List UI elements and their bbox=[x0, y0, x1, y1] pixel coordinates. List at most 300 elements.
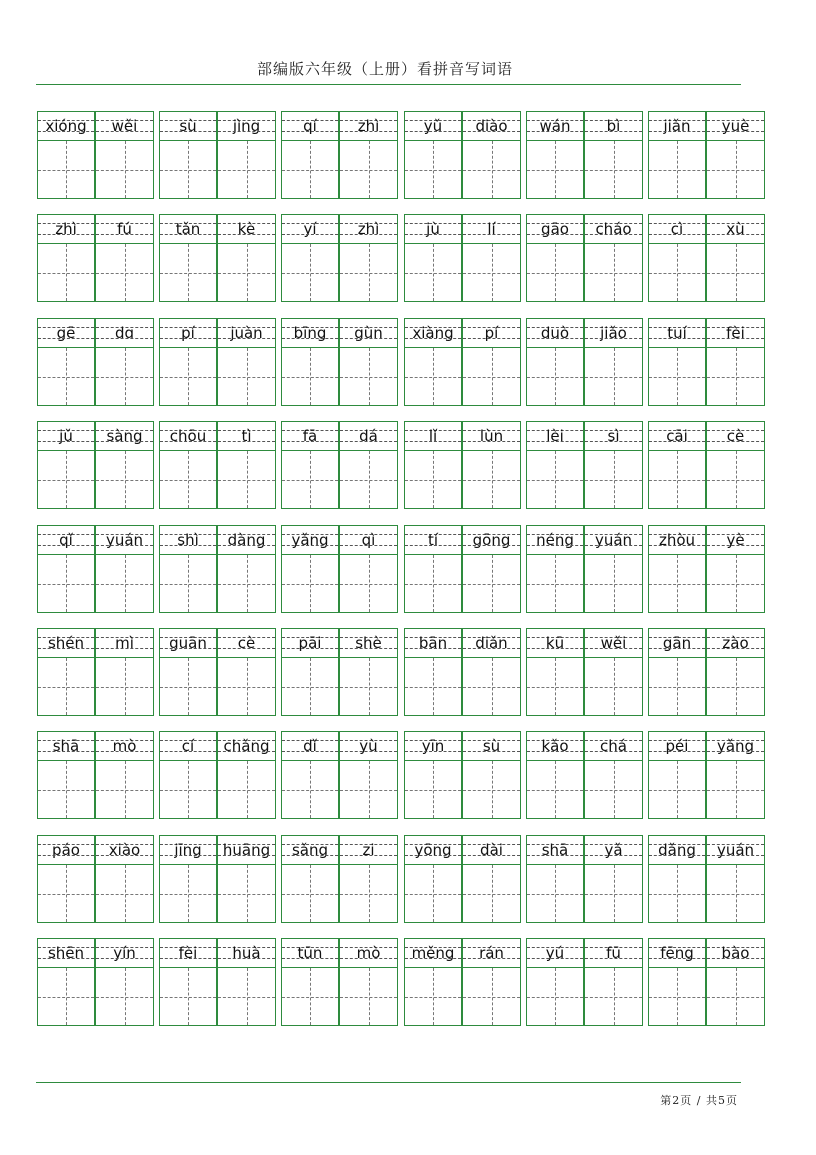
writing-square[interactable] bbox=[405, 658, 461, 715]
writing-square[interactable] bbox=[340, 865, 397, 922]
pinyin-label: dǎng bbox=[658, 841, 696, 859]
character-cell[interactable] bbox=[281, 628, 339, 716]
writing-square[interactable] bbox=[96, 348, 153, 405]
writing-square[interactable] bbox=[96, 968, 153, 1025]
character-cell[interactable] bbox=[281, 835, 339, 923]
character-cell[interactable] bbox=[281, 214, 339, 302]
character-cell[interactable] bbox=[584, 628, 643, 716]
writing-square[interactable] bbox=[96, 555, 153, 612]
character-cell[interactable] bbox=[37, 421, 95, 509]
pinyin-lines bbox=[38, 732, 94, 761]
writing-square[interactable] bbox=[218, 968, 275, 1025]
pinyin-label: yí bbox=[303, 220, 317, 238]
character-cell[interactable] bbox=[37, 111, 95, 199]
writing-square[interactable] bbox=[649, 865, 705, 922]
writing-square[interactable] bbox=[707, 968, 764, 1025]
character-cell[interactable] bbox=[462, 938, 521, 1026]
character-cell[interactable] bbox=[404, 628, 462, 716]
writing-square[interactable] bbox=[340, 244, 397, 301]
character-cell[interactable] bbox=[526, 111, 584, 199]
character-cell[interactable] bbox=[648, 731, 706, 819]
writing-square[interactable] bbox=[282, 555, 338, 612]
writing-square[interactable] bbox=[527, 865, 583, 922]
writing-square[interactable] bbox=[463, 555, 520, 612]
pinyin-lines bbox=[649, 112, 705, 141]
writing-square[interactable] bbox=[160, 244, 216, 301]
character-cell[interactable] bbox=[339, 421, 398, 509]
character-cell[interactable] bbox=[648, 628, 706, 716]
character-cell[interactable] bbox=[526, 421, 584, 509]
character-cell[interactable] bbox=[339, 628, 398, 716]
character-cell[interactable] bbox=[281, 731, 339, 819]
character-cell[interactable] bbox=[584, 731, 643, 819]
writing-square[interactable] bbox=[282, 141, 338, 198]
writing-square[interactable] bbox=[527, 451, 583, 508]
pinyin-label: yǔ bbox=[423, 117, 443, 135]
character-cell[interactable] bbox=[404, 525, 462, 613]
character-cell[interactable] bbox=[706, 318, 765, 406]
character-cell[interactable] bbox=[281, 525, 339, 613]
writing-square[interactable] bbox=[649, 244, 705, 301]
character-cell[interactable] bbox=[526, 214, 584, 302]
writing-square[interactable] bbox=[463, 761, 520, 818]
writing-square[interactable] bbox=[218, 451, 275, 508]
character-cell[interactable] bbox=[404, 214, 462, 302]
writing-square[interactable] bbox=[160, 141, 216, 198]
pinyin-label: diào bbox=[475, 117, 508, 135]
character-cell[interactable] bbox=[404, 835, 462, 923]
pinyin-label: lí bbox=[487, 220, 496, 238]
pinyin-label: cí bbox=[181, 737, 195, 755]
writing-square[interactable] bbox=[527, 348, 583, 405]
character-cell[interactable] bbox=[339, 731, 398, 819]
character-cell[interactable] bbox=[217, 628, 276, 716]
writing-square[interactable] bbox=[96, 761, 153, 818]
writing-square[interactable] bbox=[527, 761, 583, 818]
writing-square[interactable] bbox=[585, 244, 642, 301]
pinyin-lines bbox=[649, 319, 705, 348]
word-box bbox=[648, 835, 766, 924]
pinyin-lines bbox=[340, 112, 397, 141]
writing-square[interactable] bbox=[649, 348, 705, 405]
character-cell[interactable] bbox=[462, 318, 521, 406]
writing-square[interactable] bbox=[282, 761, 338, 818]
character-cell[interactable] bbox=[404, 318, 462, 406]
character-cell[interactable] bbox=[648, 421, 706, 509]
writing-square[interactable] bbox=[585, 968, 642, 1025]
character-cell[interactable] bbox=[404, 111, 462, 199]
character-cell[interactable] bbox=[95, 628, 154, 716]
pinyin-label: lèi bbox=[546, 427, 564, 445]
writing-square[interactable] bbox=[160, 348, 216, 405]
writing-square[interactable] bbox=[38, 968, 94, 1025]
character-cell[interactable] bbox=[584, 421, 643, 509]
character-cell[interactable] bbox=[648, 214, 706, 302]
writing-square[interactable] bbox=[282, 658, 338, 715]
character-cell[interactable] bbox=[217, 525, 276, 613]
pinyin-label: dǐ bbox=[303, 737, 317, 755]
character-cell[interactable] bbox=[339, 525, 398, 613]
pinyin-lines bbox=[96, 526, 153, 555]
character-cell[interactable] bbox=[37, 835, 95, 923]
writing-square[interactable] bbox=[527, 968, 583, 1025]
word-box bbox=[281, 731, 399, 820]
character-cell[interactable] bbox=[159, 835, 217, 923]
character-cell[interactable] bbox=[159, 111, 217, 199]
writing-square[interactable] bbox=[405, 761, 461, 818]
writing-square[interactable] bbox=[463, 865, 520, 922]
character-cell[interactable] bbox=[95, 938, 154, 1026]
character-cell[interactable] bbox=[462, 214, 521, 302]
character-cell[interactable] bbox=[37, 938, 95, 1026]
writing-square[interactable] bbox=[38, 865, 94, 922]
character-cell[interactable] bbox=[217, 421, 276, 509]
character-cell[interactable] bbox=[584, 835, 643, 923]
pinyin-lines bbox=[96, 732, 153, 761]
writing-square[interactable] bbox=[585, 865, 642, 922]
writing-square[interactable] bbox=[282, 968, 338, 1025]
character-cell[interactable] bbox=[217, 731, 276, 819]
writing-square[interactable] bbox=[405, 141, 461, 198]
pinyin-lines bbox=[160, 939, 216, 968]
writing-square[interactable] bbox=[527, 658, 583, 715]
character-cell[interactable] bbox=[584, 938, 643, 1026]
writing-square[interactable] bbox=[282, 451, 338, 508]
pinyin-lines bbox=[405, 836, 461, 865]
writing-square[interactable] bbox=[405, 865, 461, 922]
character-cell[interactable] bbox=[526, 731, 584, 819]
pinyin-label: néng bbox=[536, 531, 574, 549]
character-cell[interactable] bbox=[37, 628, 95, 716]
character-cell[interactable] bbox=[706, 628, 765, 716]
writing-square[interactable] bbox=[96, 244, 153, 301]
pinyin-lines bbox=[160, 112, 216, 141]
pinyin-lines bbox=[463, 732, 520, 761]
pinyin-label: huāng bbox=[222, 841, 271, 859]
writing-square[interactable] bbox=[218, 761, 275, 818]
pinyin-label: jiǎo bbox=[600, 324, 627, 342]
character-cell[interactable] bbox=[217, 111, 276, 199]
writing-square[interactable] bbox=[649, 141, 705, 198]
writing-square[interactable] bbox=[707, 348, 764, 405]
character-cell[interactable] bbox=[339, 835, 398, 923]
character-cell[interactable] bbox=[281, 938, 339, 1026]
pinyin-label: mò bbox=[112, 737, 137, 755]
character-cell[interactable] bbox=[159, 628, 217, 716]
character-cell[interactable] bbox=[706, 421, 765, 509]
word-box bbox=[648, 628, 766, 717]
character-cell[interactable] bbox=[217, 318, 276, 406]
pinyin-label: zhì bbox=[357, 220, 380, 238]
character-cell[interactable] bbox=[584, 214, 643, 302]
pinyin-label: qǐ bbox=[59, 531, 73, 549]
pinyin-label: duò bbox=[540, 324, 570, 342]
word-box bbox=[526, 731, 644, 820]
character-cell[interactable] bbox=[95, 214, 154, 302]
character-cell[interactable] bbox=[37, 525, 95, 613]
character-cell[interactable] bbox=[462, 111, 521, 199]
word-box bbox=[37, 318, 155, 407]
character-cell[interactable] bbox=[706, 214, 765, 302]
writing-square[interactable] bbox=[340, 451, 397, 508]
pinyin-lines bbox=[340, 319, 397, 348]
character-cell[interactable] bbox=[95, 318, 154, 406]
writing-square[interactable] bbox=[218, 141, 275, 198]
writing-square[interactable] bbox=[282, 348, 338, 405]
writing-square[interactable] bbox=[218, 348, 275, 405]
pinyin-label: mò bbox=[356, 944, 381, 962]
character-cell[interactable] bbox=[281, 421, 339, 509]
character-cell[interactable] bbox=[462, 525, 521, 613]
writing-square[interactable] bbox=[707, 865, 764, 922]
character-cell[interactable] bbox=[706, 525, 765, 613]
character-cell[interactable] bbox=[462, 835, 521, 923]
word-box bbox=[281, 938, 399, 1027]
writing-square[interactable] bbox=[585, 658, 642, 715]
pinyin-label: huà bbox=[232, 944, 261, 962]
character-cell[interactable] bbox=[648, 938, 706, 1026]
character-cell[interactable] bbox=[584, 111, 643, 199]
pinyin-label: jiǎn bbox=[663, 117, 691, 135]
writing-square[interactable] bbox=[463, 451, 520, 508]
writing-square[interactable] bbox=[340, 658, 397, 715]
word-box bbox=[404, 628, 522, 717]
word-box bbox=[404, 938, 522, 1027]
character-cell[interactable] bbox=[217, 214, 276, 302]
writing-square[interactable] bbox=[527, 141, 583, 198]
writing-square[interactable] bbox=[463, 244, 520, 301]
character-cell[interactable] bbox=[339, 318, 398, 406]
pinyin-label: yuán bbox=[716, 841, 755, 859]
character-cell[interactable] bbox=[37, 318, 95, 406]
character-cell[interactable] bbox=[584, 318, 643, 406]
writing-square[interactable] bbox=[649, 968, 705, 1025]
writing-square[interactable] bbox=[38, 555, 94, 612]
writing-square[interactable] bbox=[218, 555, 275, 612]
character-cell[interactable] bbox=[404, 938, 462, 1026]
writing-square[interactable] bbox=[38, 658, 94, 715]
pinyin-label: shì bbox=[177, 531, 199, 549]
character-cell[interactable] bbox=[706, 938, 765, 1026]
writing-square[interactable] bbox=[707, 244, 764, 301]
writing-square[interactable] bbox=[527, 244, 583, 301]
character-cell[interactable] bbox=[526, 628, 584, 716]
character-cell[interactable] bbox=[462, 421, 521, 509]
pinyin-lines bbox=[282, 215, 338, 244]
character-cell[interactable] bbox=[526, 938, 584, 1026]
writing-square[interactable] bbox=[405, 244, 461, 301]
pinyin-label: wěi bbox=[600, 634, 627, 652]
writing-square[interactable] bbox=[707, 658, 764, 715]
pinyin-lines bbox=[282, 836, 338, 865]
pinyin-label: yuè bbox=[721, 117, 750, 135]
writing-square[interactable] bbox=[340, 555, 397, 612]
writing-square[interactable] bbox=[38, 244, 94, 301]
writing-square[interactable] bbox=[38, 348, 94, 405]
character-cell[interactable] bbox=[339, 111, 398, 199]
writing-square[interactable] bbox=[340, 761, 397, 818]
character-cell[interactable] bbox=[404, 421, 462, 509]
writing-square[interactable] bbox=[527, 555, 583, 612]
character-cell[interactable] bbox=[159, 318, 217, 406]
writing-square[interactable] bbox=[340, 968, 397, 1025]
pinyin-lines bbox=[463, 422, 520, 451]
word-box bbox=[159, 731, 277, 820]
writing-square[interactable] bbox=[707, 141, 764, 198]
character-cell[interactable] bbox=[159, 421, 217, 509]
writing-square[interactable] bbox=[463, 141, 520, 198]
character-cell[interactable] bbox=[95, 525, 154, 613]
word-box bbox=[159, 525, 277, 614]
writing-square[interactable] bbox=[463, 968, 520, 1025]
character-cell[interactable] bbox=[648, 525, 706, 613]
character-cell[interactable] bbox=[526, 525, 584, 613]
writing-square[interactable] bbox=[585, 555, 642, 612]
writing-square[interactable] bbox=[707, 761, 764, 818]
writing-square[interactable] bbox=[649, 761, 705, 818]
writing-square[interactable] bbox=[96, 658, 153, 715]
character-cell[interactable] bbox=[462, 731, 521, 819]
pinyin-lines bbox=[527, 939, 583, 968]
character-cell[interactable] bbox=[648, 835, 706, 923]
writing-square[interactable] bbox=[96, 865, 153, 922]
pinyin-lines bbox=[585, 422, 642, 451]
character-cell[interactable] bbox=[95, 835, 154, 923]
pinyin-label: cháo bbox=[595, 220, 632, 238]
pinyin-label: qì bbox=[361, 531, 376, 549]
character-cell[interactable] bbox=[339, 938, 398, 1026]
pinyin-lines bbox=[463, 939, 520, 968]
writing-square[interactable] bbox=[96, 451, 153, 508]
pinyin-label: chǎng bbox=[223, 737, 270, 755]
writing-square[interactable] bbox=[649, 555, 705, 612]
character-cell[interactable] bbox=[95, 421, 154, 509]
character-cell[interactable] bbox=[95, 731, 154, 819]
writing-square[interactable] bbox=[707, 555, 764, 612]
writing-square[interactable] bbox=[160, 555, 216, 612]
pinyin-lines bbox=[405, 732, 461, 761]
character-cell[interactable] bbox=[339, 214, 398, 302]
character-cell[interactable] bbox=[648, 111, 706, 199]
writing-square[interactable] bbox=[160, 865, 216, 922]
character-cell[interactable] bbox=[37, 214, 95, 302]
pinyin-lines bbox=[282, 939, 338, 968]
writing-square[interactable] bbox=[585, 141, 642, 198]
pinyin-lines bbox=[527, 836, 583, 865]
pinyin-label: guān bbox=[169, 634, 207, 652]
pinyin-lines bbox=[585, 836, 642, 865]
character-cell[interactable] bbox=[584, 525, 643, 613]
character-cell[interactable] bbox=[159, 525, 217, 613]
writing-square[interactable] bbox=[340, 348, 397, 405]
character-cell[interactable] bbox=[37, 731, 95, 819]
character-cell[interactable] bbox=[159, 938, 217, 1026]
writing-square[interactable] bbox=[463, 658, 520, 715]
writing-square[interactable] bbox=[463, 348, 520, 405]
character-cell[interactable] bbox=[217, 835, 276, 923]
character-cell[interactable] bbox=[217, 938, 276, 1026]
pinyin-lines bbox=[218, 836, 275, 865]
pinyin-lines bbox=[527, 629, 583, 658]
writing-square[interactable] bbox=[38, 451, 94, 508]
writing-square[interactable] bbox=[38, 761, 94, 818]
writing-square[interactable] bbox=[160, 451, 216, 508]
character-cell[interactable] bbox=[159, 731, 217, 819]
footer-rule bbox=[36, 1082, 741, 1083]
writing-square[interactable] bbox=[649, 658, 705, 715]
character-cell[interactable] bbox=[462, 628, 521, 716]
writing-square[interactable] bbox=[707, 451, 764, 508]
writing-square[interactable] bbox=[96, 141, 153, 198]
pinyin-label: shā bbox=[52, 737, 80, 755]
writing-square[interactable] bbox=[405, 968, 461, 1025]
pinyin-lines bbox=[405, 629, 461, 658]
pinyin-lines bbox=[585, 629, 642, 658]
character-cell[interactable] bbox=[706, 835, 765, 923]
pinyin-label: xù bbox=[726, 220, 745, 238]
character-cell[interactable] bbox=[706, 111, 765, 199]
word-box bbox=[159, 421, 277, 510]
writing-square[interactable] bbox=[38, 141, 94, 198]
pinyin-label: sì bbox=[607, 427, 620, 445]
pinyin-lines bbox=[527, 319, 583, 348]
character-cell[interactable] bbox=[648, 318, 706, 406]
writing-square[interactable] bbox=[282, 244, 338, 301]
character-cell[interactable] bbox=[526, 318, 584, 406]
writing-square[interactable] bbox=[585, 451, 642, 508]
writing-square[interactable] bbox=[282, 865, 338, 922]
writing-square[interactable] bbox=[585, 348, 642, 405]
character-cell[interactable] bbox=[281, 111, 339, 199]
pinyin-lines bbox=[218, 526, 275, 555]
pinyin-lines bbox=[527, 526, 583, 555]
pinyin-lines bbox=[707, 422, 764, 451]
character-cell[interactable] bbox=[404, 731, 462, 819]
writing-square[interactable] bbox=[405, 555, 461, 612]
pinyin-lines bbox=[463, 629, 520, 658]
pinyin-label: yín bbox=[113, 944, 136, 962]
writing-square[interactable] bbox=[585, 761, 642, 818]
character-cell[interactable] bbox=[95, 111, 154, 199]
writing-square[interactable] bbox=[340, 141, 397, 198]
pinyin-label: tuí bbox=[667, 324, 687, 342]
pinyin-lines bbox=[38, 215, 94, 244]
writing-square[interactable] bbox=[160, 658, 216, 715]
word-box bbox=[159, 835, 277, 924]
pinyin-label: cè bbox=[726, 427, 745, 445]
pinyin-lines bbox=[96, 112, 153, 141]
writing-square[interactable] bbox=[405, 348, 461, 405]
character-cell[interactable] bbox=[526, 835, 584, 923]
writing-square[interactable] bbox=[218, 658, 275, 715]
writing-square[interactable] bbox=[218, 244, 275, 301]
writing-square[interactable] bbox=[218, 865, 275, 922]
pinyin-label: měng bbox=[411, 944, 455, 962]
word-box bbox=[281, 214, 399, 303]
character-cell[interactable] bbox=[706, 731, 765, 819]
pinyin-lines bbox=[282, 112, 338, 141]
character-cell[interactable] bbox=[159, 214, 217, 302]
pinyin-label: fèi bbox=[726, 324, 745, 342]
writing-square[interactable] bbox=[405, 451, 461, 508]
writing-square[interactable] bbox=[160, 761, 216, 818]
writing-square[interactable] bbox=[160, 968, 216, 1025]
pinyin-label: dài bbox=[480, 841, 503, 859]
pinyin-label: gē bbox=[56, 324, 76, 342]
writing-square[interactable] bbox=[649, 451, 705, 508]
character-cell[interactable] bbox=[281, 318, 339, 406]
pinyin-lines bbox=[218, 939, 275, 968]
